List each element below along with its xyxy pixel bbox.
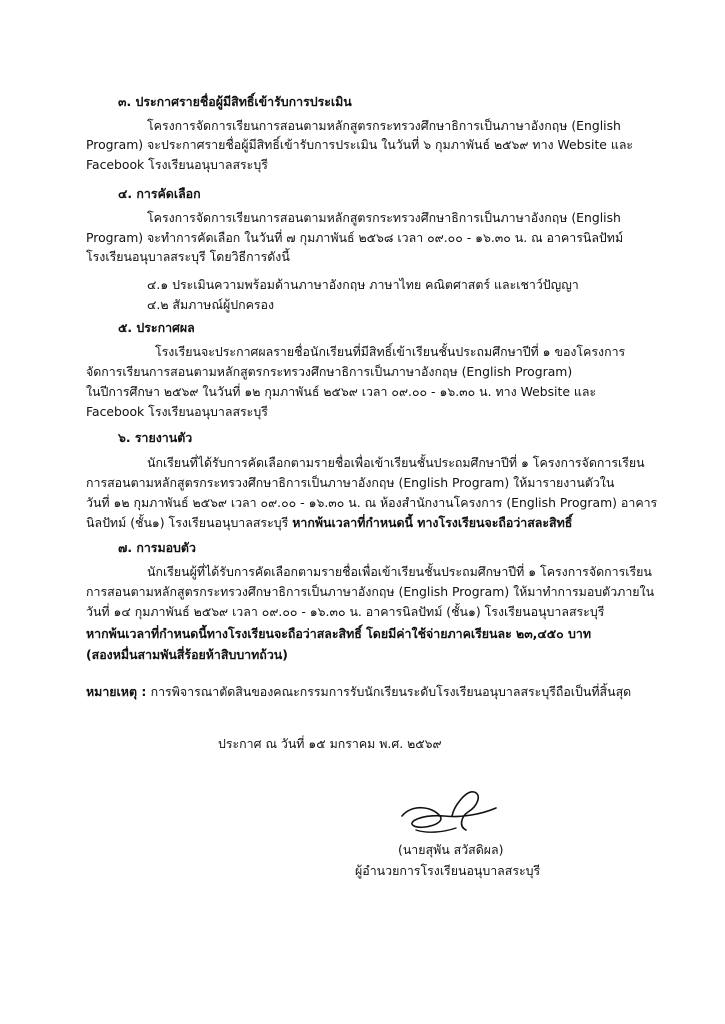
signer-position: ผู้อำนวยการโรงเรียนอนุบาลสระบุรี (355, 863, 541, 878)
section-6-line-1: นักเรียนที่ได้รับการคัดเลือกตามรายชื่อเพื่อเข้าเรียนชั้นประถมศึกษาปีที่ ๑ โครงการจัดการเรียน (147, 455, 645, 470)
note-text: การพิจารณาตัดสินของคณะกรรมการรับนักเรียนระดับโรงเรียนอนุบาลสระบุรีถือเป็นที่สิ้นสุด (150, 684, 632, 699)
section-5-line-3: ในปีการศึกษา ๒๕๖๙ ในวันที่ ๑๒ กุมภาพันธ์ ๒๕๖๙ เวลา ๐๙.๐๐ - ๑๖.๓๐ น. ทาง Website และ (86, 384, 597, 399)
section-6-line-4 (86, 515, 572, 531)
note (86, 684, 631, 700)
section-3-line-2: Program) จะประกาศรายชื่อผู้มีสิทธิ์เข้ารับการประเมิน ในวันที่ ๖ กุมภาพันธ์ ๒๕๖๙ ทาง Website และ (86, 137, 634, 152)
section-7-heading: ๗. การมอบตัว (118, 540, 196, 555)
section-3-heading: ๓. ประกาศรายชื่อผู้มีสิทธิ์เข้ารับการประเมิน (118, 94, 352, 109)
section-3-line-3: Facebook โรงเรียนอนุบาลสระบุรี (86, 157, 268, 172)
section-5-heading: ๕. ประกาศผล (118, 320, 195, 335)
signer-name: (นายสุพัน สวัสดิผล) (398, 842, 504, 857)
section-4-item-1: ๔.๑ ประเมินความพร้อมด้านภาษาอังกฤษ ภาษาไทย คณิตศาสตร์ และเชาว์ปัญญา (147, 277, 579, 292)
signature (392, 786, 502, 846)
section-7-line-2: การสอนตามหลักสูตรกระทรวงศึกษาธิการเป็นภาษาอังกฤษ (English Program) ให้มาทำการมอบตัวภายใน (86, 584, 655, 599)
section-7-line-5: (สองหมื่นสามพันสี่ร้อยห้าสิบบาทถ้วน) (86, 647, 288, 662)
section-3-line-1: โครงการจัดการเรียนการสอนตามหลักสูตรกระทรวงศึกษาธิการเป็นภาษาอังกฤษ (English (147, 118, 621, 133)
section-5-line-2: จัดการเรียนการสอนตามหลักสูตรกระทรวงศึกษาธิการเป็นภาษาอังกฤษ (English Program) (86, 364, 573, 379)
forfeit-warning: หากพ้นเวลาที่กำหนดนี้ ทางโรงเรียนจะถือว่าสละสิทธิ์ (292, 515, 573, 530)
section-5-line-4: Facebook โรงเรียนอนุบาลสระบุรี (86, 404, 268, 419)
section-4-item-2: ๔.๒ สัมภาษณ์ผู้ปกครอง (147, 297, 275, 312)
section-4-line-3: โรงเรียนอนุบาลสระบุรี โดยวิธีการดังนี้ (86, 249, 290, 264)
section-6-heading: ๖. รายงานตัว (118, 430, 193, 445)
section-4-heading: ๔. การคัดเลือก (118, 186, 201, 201)
section-6-line-3: วันที่ ๑๒ กุมภาพันธ์ ๒๕๖๙ เวลา ๐๙.๐๐ - ๑๖.๓๐ น. ณ ห้องสำนักงานโครงการ (English Program) อาคาร (86, 495, 658, 510)
section-7-line-3: วันที่ ๑๔ กุมภาพันธ์ ๒๕๖๙ เวลา ๐๙.๐๐ - ๑๖.๓๐ น. อาคารนิลปัทม์ (ชั้น๑) โรงเรียนอนุบาลสระบุรี (86, 604, 605, 619)
section-4-line-1: โครงการจัดการเรียนการสอนตามหลักสูตรกระทรวงศึกษาธิการเป็นภาษาอังกฤษ (English (147, 210, 621, 225)
section-7-line-4: หากพ้นเวลาที่กำหนดนี้ทางโรงเรียนจะถือว่าสละสิทธิ์ โดยมีค่าใช้จ่ายภาคเรียนละ ๒๓,๔๕๐ บาท (86, 626, 592, 641)
section-5-line-1: โรงเรียนจะประกาศผลรายชื่อนักเรียนที่มีสิทธิ์เข้าเรียนชั้นประถมศึกษาปีที่ ๑ ของโครงการ (155, 344, 626, 359)
section-7-line-1: นักเรียนผู้ที่ได้รับการคัดเลือกตามรายชื่อเพื่อเข้าเรียนชั้นประถมศึกษาปีที่ ๑ โครงการจัดการเรียน (147, 564, 652, 579)
note-label: หมายเหตุ : (86, 684, 151, 699)
section-6-line-4-text: นิลปัทม์ (ชั้น๑) โรงเรียนอนุบาลสระบุรี (86, 515, 293, 530)
section-4-line-2: Program) จะทำการคัดเลือก ในวันที่ ๗ กุมภาพันธ์ ๒๕๖๘ เวลา ๐๙.๐๐ - ๑๖.๓๐ น. ณ อาคารนิลปัทม์ (86, 230, 624, 245)
section-6-line-2: การสอนตามหลักสูตรกระทรวงศึกษาธิการเป็นภาษาอังกฤษ (English Program) ให้มารายงานตัวใน (86, 475, 615, 490)
announce-date: ประกาศ ณ วันที่ ๑๕ มกราคม พ.ศ. ๒๕๖๙ (218, 736, 442, 751)
